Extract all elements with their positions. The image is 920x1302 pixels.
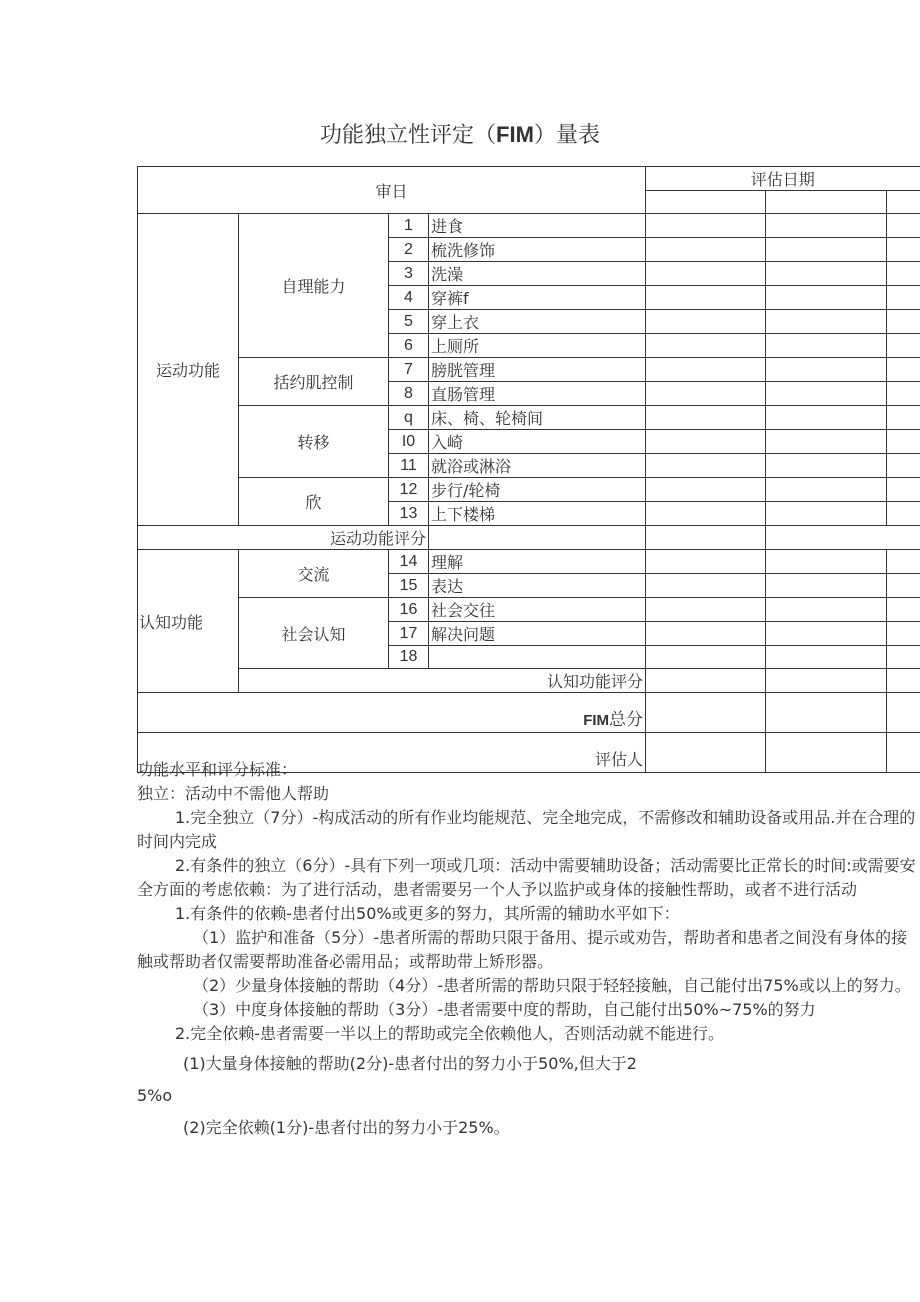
score-cell (766, 214, 887, 238)
score-cell (646, 214, 766, 238)
item-name: 表达 (429, 574, 646, 598)
score-cell (766, 478, 887, 502)
notes-level-1: (2)完全依赖(1分)-患者付出的努力小于25%。 (183, 1118, 510, 1137)
item-name: 洗澡 (429, 262, 646, 286)
sphincter-label: 括约肌控制 (239, 358, 389, 406)
item-name: 直肠管理 (429, 382, 646, 406)
score-cell (429, 526, 646, 550)
item-num: 4 (389, 286, 429, 310)
score-cell (646, 526, 766, 550)
score-cell (887, 214, 920, 238)
self-care-label: 自理能力 (239, 214, 389, 358)
score-cell (887, 550, 920, 574)
score-cell (646, 502, 766, 526)
item-num: I0 (389, 430, 429, 454)
score-cell (646, 262, 766, 286)
notes-level-4: （2）少量身体接触的帮助（4分）-患者所需的帮助只限于轻轻接触，自己能付出75%或以上的努力。 (193, 976, 911, 995)
scoring-notes (137, 758, 920, 1140)
item-name: 穿上衣 (429, 310, 646, 334)
item-name: 膀胱管理 (429, 358, 646, 382)
item-num: 7 (389, 358, 429, 382)
social-label: 社会认知 (239, 598, 389, 669)
item-name: 穿裤f (429, 286, 646, 310)
item-name: 梳洗修饰 (429, 238, 646, 262)
item-name: 上厕所 (429, 334, 646, 358)
locomotion-label: 欣 (239, 478, 389, 526)
score-cell (766, 550, 887, 574)
score-cell (646, 478, 766, 502)
item-name: 床、椅、轮椅间 (429, 406, 646, 430)
cognitive-subtotal: 认知功能评分 (239, 669, 646, 693)
notes-independent: 独立：活动中不需他人帮助 (137, 784, 330, 803)
score-cell (646, 406, 766, 430)
score-cell (766, 310, 887, 334)
item-name: 社会交往 (429, 598, 646, 622)
item-name: 进食 (429, 214, 646, 238)
notes-modified-dependence: 1.有条件的依赖-患者付出50%或更多的努力，其所需的辅助水平如下： (175, 904, 680, 923)
item-num: 6 (389, 334, 429, 358)
score-cell (887, 238, 920, 262)
page-title (0, 118, 920, 149)
item-num: 3 (389, 262, 429, 286)
item-num: 2 (389, 238, 429, 262)
score-cell (766, 430, 887, 454)
score-cell (887, 286, 920, 310)
fim-total-en: FIM (583, 712, 610, 729)
score-cell (646, 598, 766, 622)
title-fim: FIM (496, 122, 534, 147)
transfer-label: 转移 (239, 406, 389, 478)
score-cell (766, 382, 887, 406)
score-cell (887, 310, 920, 334)
score-cell (887, 406, 920, 430)
fim-total-cn: 总分 (609, 710, 644, 730)
score-cell (646, 430, 766, 454)
date-cell (646, 191, 766, 214)
score-cell (766, 693, 887, 733)
date-cell (766, 191, 887, 214)
item-num: 18 (389, 646, 429, 669)
item-num: 5 (389, 310, 429, 334)
score-cell (646, 310, 766, 334)
item-num: 15 (389, 574, 429, 598)
score-cell (887, 262, 920, 286)
score-cell (766, 358, 887, 382)
score-cell (887, 454, 920, 478)
assessor-label: 评估人 (138, 733, 646, 773)
notes-level-2-cont: 5%o (137, 1086, 173, 1105)
score-cell (887, 622, 920, 646)
header-date: 评估日期 (646, 167, 920, 191)
score-cell (887, 669, 920, 693)
score-cell (766, 526, 887, 550)
cognitive-label: 认知功能 (138, 550, 239, 693)
score-cell (887, 646, 920, 669)
score-cell (887, 382, 920, 406)
score-cell (766, 669, 887, 693)
score-cell (766, 598, 887, 622)
score-cell (887, 334, 920, 358)
score-cell (646, 693, 766, 733)
score-cell (766, 622, 887, 646)
score-cell (766, 262, 887, 286)
score-cell (887, 358, 920, 382)
score-cell (766, 574, 887, 598)
score-cell (887, 478, 920, 502)
communication-label: 交流 (239, 550, 389, 598)
title-tail: ）量表 (533, 123, 600, 148)
item-name: 入崎 (429, 430, 646, 454)
score-cell (887, 693, 920, 733)
notes-level-7: 1.完全独立（7分）-构成活动的所有作业均能规范、完全地完成，不需修改和辅助设备或用品.并在合理的时间内完成 (137, 808, 916, 851)
score-cell (646, 622, 766, 646)
item-name: 步行/轮椅 (429, 478, 646, 502)
item-name: 就浴或淋浴 (429, 454, 646, 478)
score-cell (887, 598, 920, 622)
item-num: 13 (389, 502, 429, 526)
item-num: 16 (389, 598, 429, 622)
score-cell (766, 406, 887, 430)
score-cell (646, 574, 766, 598)
score-cell (766, 334, 887, 358)
score-cell (646, 382, 766, 406)
score-cell (646, 454, 766, 478)
score-cell (646, 646, 766, 669)
item-name: 上下楼梯 (429, 502, 646, 526)
motor-label: 运动功能 (138, 214, 239, 526)
score-cell (887, 502, 920, 526)
score-cell (646, 358, 766, 382)
item-num: q (389, 406, 429, 430)
item-name (429, 646, 646, 669)
notes-level-2: (1)大量身体接触的帮助(2分)-患者付出的努力小于50%,但大于2 (183, 1054, 637, 1073)
date-cell (887, 191, 920, 214)
notes-level-5: （1）监护和准备（5分）-患者所需的帮助只限于备用、提示或劝告，帮助者和患者之间没有身体的接触或帮助者仅需要帮助准备必需用品；或帮助带上矫形器。 (137, 928, 908, 971)
score-cell (887, 574, 920, 598)
fim-table (137, 166, 920, 773)
item-num: 12 (389, 478, 429, 502)
item-num: 14 (389, 550, 429, 574)
notes-complete-dependence: 2.完全依赖-患者需要一半以上的帮助或完全依赖他人，否则活动就不能进行。 (175, 1024, 725, 1043)
score-cell (766, 238, 887, 262)
title-main: 功能独立性评定（ (320, 123, 497, 148)
score-cell (766, 454, 887, 478)
notes-heading: 功能水平和评分标准： (137, 760, 298, 779)
motor-subtotal: 运动功能评分 (138, 526, 429, 550)
item-num: 8 (389, 382, 429, 406)
fim-total-label (138, 693, 646, 733)
score-cell (646, 286, 766, 310)
score-cell (646, 550, 766, 574)
header-item: 审日 (138, 167, 646, 214)
score-cell (766, 286, 887, 310)
item-num: 1 (389, 214, 429, 238)
score-cell (766, 646, 887, 669)
score-cell (646, 669, 766, 693)
score-cell (887, 430, 920, 454)
score-cell (646, 238, 766, 262)
notes-level-6: 2.有条件的独立（6分）-具有下列一项或几项：活动中需要辅助设备；活动需要比正常长的时间:或需要安全方面的考虑依赖：为了进行活动，患者需要另一个人予以监护或身体的接触性帮助，或者不进行活动 (137, 856, 916, 899)
item-num: 11 (389, 454, 429, 478)
item-name: 解决问题 (429, 622, 646, 646)
score-cell (646, 334, 766, 358)
item-num: 17 (389, 622, 429, 646)
score-cell (766, 502, 887, 526)
item-name: 理解 (429, 550, 646, 574)
notes-level-3: （3）中度身体接触的帮助（3分）-患者需要中度的帮助，自己能付出50%~75%的努力 (193, 1000, 816, 1019)
